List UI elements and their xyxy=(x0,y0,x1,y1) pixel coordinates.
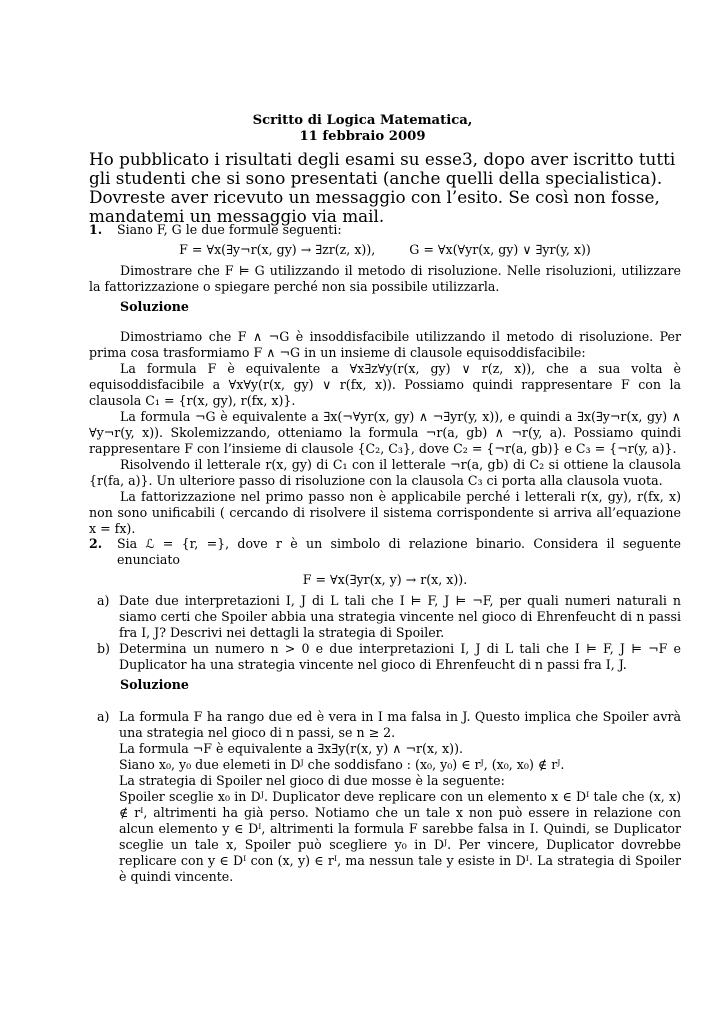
exercise-2-solution-a xyxy=(97,709,681,885)
exercise-2-formula: F = ∀x(∃yr(x, y) → r(x, x)). xyxy=(302,572,468,587)
exercise-1-formulas xyxy=(89,242,681,258)
exercise-2-solution-heading: Soluzione xyxy=(120,677,189,692)
exercise-1-solution-p1: Dimostriamo che F ∧ ¬G è insoddisfacibile utilizzando il metodo di risoluzione. Per prima cosa trasformiamo F ∧ ¬G in un insieme di clausole equisoddisfacibile: xyxy=(89,329,681,360)
exercise-2 xyxy=(89,536,681,885)
exercise-1 xyxy=(89,222,681,537)
exercise-2-part-b xyxy=(97,641,681,673)
solution-a-line-2: La formula ¬F è equivalente a ∃x∃y(r(x, y) ∧ ¬r(x, x)). xyxy=(119,741,463,756)
title-line-1: Scritto di Logica Matematica, xyxy=(252,113,473,128)
exercise-1-solution-p2: La formula F è equivalente a ∀x∃z∀y(r(x, gy) ∨ r(z, x)), che a sua volta è equisoddisfacibile a ∀x∀y(r(x, gy) ∨ r(fx, x)). Possiamo quindi rappresentare F con la clausola C₁ = {r(x, gy), r(fx, x)}. xyxy=(89,361,681,408)
part-a-text: Date due interpretazioni I, J di L tali che I ⊨ F, J ⊨ ¬F, per quali numeri naturali n siamo certi che Spoiler abbia una strategia vincente nel gioco di Ehrenfeucht di n passi fra I, J? Descrivi nei dettagli la strategia di Spoiler. xyxy=(119,593,681,640)
exercise-1-number: 1. xyxy=(89,222,103,237)
solution-a-line-4: La strategia di Spoiler nel gioco di due mosse è la seguente: xyxy=(119,773,505,788)
exercise-1-solution-p4: Risolvendo il letterale r(x, gy) di C₁ con il letterale ¬r(a, gb) di C₂ si ottiene la clausola {r(fa, a)}. Un ulteriore passo di risoluzione con la clausola C₃ ci porta alla clausola vuota. xyxy=(89,457,681,488)
exercise-1-intro: Siano F, G le due formule seguenti: xyxy=(117,222,342,237)
solution-a-line-5: Spoiler sceglie x₀ in Dᴶ. Duplicator deve replicare con un elemento x ∈ Dᴵ tale che (x, x) ∉ rᴵ, altrimenti ha già perso. Notiamo che un tale x non può essere in relazione con alcun elemento y ∈ Dᴵ, altrimenti la formula F sarebbe falsa in I. Quindi, se Duplicator sceglie un tale x, Spoiler può scegliere y₀ in Dᴶ. Per vincere, Duplicator dovrebbe replicare con y ∈ Dᴵ con (x, y) ∈ rᴵ, ma nessun tale y esiste in Dᴵ. La strategia di Spoiler è quindi vincente. xyxy=(119,789,681,884)
part-a-label: a) xyxy=(97,593,110,608)
exercise-1-task: Dimostrare che F ⊨ G utilizzando il metodo di risoluzione. Nelle risoluzioni, utilizzare la fattorizzazione o spiegare perché non sia possibile utilizzarla. xyxy=(89,263,681,294)
exercise-2-intro: Sia ℒ = {r, =}, dove r è un simbolo di relazione binario. Considera il seguente enunciato xyxy=(117,536,681,567)
part-b-text: Determina un numero n > 0 e due interpretazioni I, J di L tali che I ⊨ F, J ⊨ ¬F e Duplicator ha una strategia vincente nel gioco di Ehrenfeucht di n passi fra I, J. xyxy=(119,641,681,672)
solution-a-line-1: La formula F ha rango due ed è vera in I ma falsa in J. Questo implica che Spoiler avrà una strategia nel gioco di n passi, se n ≥ 2. xyxy=(119,709,681,740)
solution-a-label: a) xyxy=(97,709,110,724)
solution-a-line-3: Siano x₀, y₀ due elemeti in Dᴶ che soddisfano : (x₀, y₀) ∈ rᴶ, (x₀, x₀) ∉ rᴶ. xyxy=(119,757,565,772)
exercise-1-solution-p3: La formula ¬G è equivalente a ∃x(¬∀yr(x, gy) ∧ ¬∃yr(y, x)), e quindi a ∃x(∃y¬r(x, gy) ∧ ∀y¬r(y, x)). Skolemizzando, otteniamo la formula ¬r(a, gb) ∧ ¬r(y, a). Possiamo quindi rappresentare F con l’insieme di clausole {C₂, C₃}, dove C₂ = {¬r(a, gb)} e C₃ = {¬r(y, a)}. xyxy=(89,409,681,456)
document-title xyxy=(0,113,725,145)
title-line-2: 11 febbraio 2009 xyxy=(299,129,426,144)
results-announcement: Ho pubblicato i risultati degli esami su esse3, dopo aver iscritto tutti gli studenti che si sono presentati (anche quelli della specialistica). Dovreste aver ricevuto un messaggio con l’esito. Se così non fosse, mandatemi un messaggio via mail. xyxy=(89,149,676,226)
exercise-1-item xyxy=(89,222,681,238)
formula-g: G = ∀x(∀yr(x, gy) ∨ ∃yr(y, x)) xyxy=(409,242,591,257)
exercise-2-part-a xyxy=(97,593,681,641)
formula-f: F = ∀x(∃y¬r(x, gy) → ∃zr(z, x)), xyxy=(179,242,376,257)
exercise-1-solution-p5: La fattorizzazione nel primo passo non è applicabile perché i letterali r(x, gy), r(fx, x) non sono unificabili ( cercando di risolvere il sistema corrispondente si arriva all’equazione x = fx). xyxy=(89,489,681,536)
part-b-label: b) xyxy=(97,641,110,656)
exercise-2-number: 2. xyxy=(89,536,103,551)
exercise-2-item xyxy=(89,536,681,568)
exercise-1-solution-heading: Soluzione xyxy=(120,299,189,314)
